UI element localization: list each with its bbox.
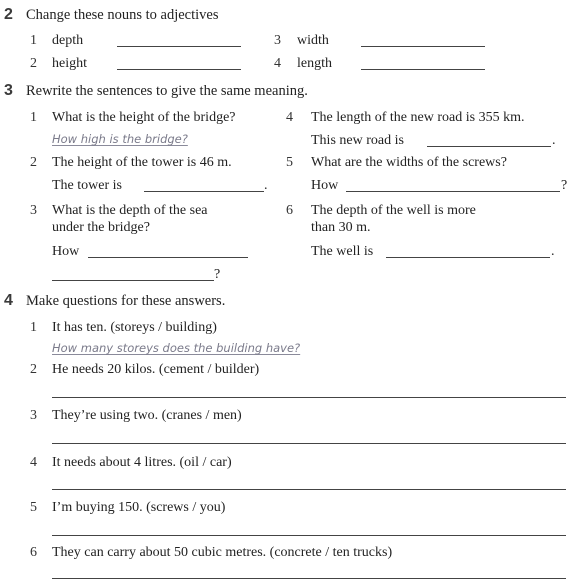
s3-item-6-answer-line[interactable] xyxy=(386,257,550,258)
s4-item-3-answer-line[interactable] xyxy=(52,443,566,444)
s3-item-4-sentence: The length of the new road is 355 km. xyxy=(311,110,525,125)
s3-item-3-sentence-cont: under the bridge? xyxy=(52,220,150,235)
s2-item-3-number: 3 xyxy=(274,33,281,48)
s3-item-5-number: 5 xyxy=(286,155,293,170)
s3-item-6-end-punct: . xyxy=(551,244,555,259)
section-2-title: Change these nouns to adjectives xyxy=(26,7,219,23)
s3-item-1-example-answer: How high is the bridge? xyxy=(52,132,188,146)
s2-item-3-word: width xyxy=(297,33,329,48)
s3-item-5-prompt: How xyxy=(311,178,339,193)
s3-item-1-sentence: What is the height of the bridge? xyxy=(52,110,236,125)
s4-item-5-answer-text: I’m buying 150. (screws / you) xyxy=(52,500,226,515)
s3-item-5-sentence: What are the widths of the screws? xyxy=(311,155,507,170)
s3-item-1-number: 1 xyxy=(30,110,37,125)
s3-item-5-end-punct: ? xyxy=(561,178,568,193)
s2-item-1-word: depth xyxy=(52,33,84,48)
s4-item-2-answer-text: He needs 20 kilos. (cement / builder) xyxy=(52,362,260,377)
s4-item-2-answer-line[interactable] xyxy=(52,397,566,398)
s4-item-6-answer-text: They can carry about 50 cubic metres. (concrete / ten trucks) xyxy=(52,545,393,560)
s3-item-6-sentence: The depth of the well is more xyxy=(311,203,476,218)
s3-item-3-sentence: What is the depth of the sea xyxy=(52,203,208,218)
s3-item-5-answer-line[interactable] xyxy=(346,191,560,192)
s4-item-5-number: 5 xyxy=(30,500,37,515)
s3-item-6-prompt: The well is xyxy=(311,244,374,259)
s3-item-2-sentence: The height of the tower is 46 m. xyxy=(52,155,232,170)
s3-item-6-sentence-cont: than 30 m. xyxy=(311,220,371,235)
s4-item-4-answer-text: It needs about 4 litres. (oil / car) xyxy=(52,455,232,470)
s3-item-3-answer-line-2[interactable] xyxy=(52,280,214,281)
s3-item-4-prompt: This new road is xyxy=(311,133,404,148)
s3-item-2-number: 2 xyxy=(30,155,37,170)
s2-item-2-answer-line[interactable] xyxy=(117,69,241,70)
section-4-number: 4 xyxy=(4,292,13,309)
s2-item-4-answer-line[interactable] xyxy=(361,69,485,70)
s3-item-3-prompt: How xyxy=(52,244,80,259)
s4-item-4-number: 4 xyxy=(30,455,37,470)
s3-item-4-answer-line[interactable] xyxy=(427,146,551,147)
s3-item-2-prompt: The tower is xyxy=(52,178,122,193)
section-3-title: Rewrite the sentences to give the same meaning. xyxy=(26,83,308,99)
s3-item-4-end-punct: . xyxy=(552,133,556,148)
s4-item-3-answer-text: They’re using two. (cranes / men) xyxy=(52,408,242,423)
s2-item-4-number: 4 xyxy=(274,56,281,71)
s2-item-4-word: length xyxy=(297,56,332,71)
s4-item-1-answer-text: It has ten. (storeys / building) xyxy=(52,320,217,335)
s4-item-6-number: 6 xyxy=(30,545,37,560)
s3-item-6-number: 6 xyxy=(286,203,293,218)
s3-item-3-answer-line-1[interactable] xyxy=(88,257,248,258)
s2-item-1-answer-line[interactable] xyxy=(117,46,241,47)
section-3-number: 3 xyxy=(4,82,13,99)
s4-item-1-number: 1 xyxy=(30,320,37,335)
s4-item-4-answer-line[interactable] xyxy=(52,489,566,490)
s4-item-6-answer-line[interactable] xyxy=(52,578,566,579)
s4-item-3-number: 3 xyxy=(30,408,37,423)
s4-item-1-example-question: How many storeys does the building have? xyxy=(52,341,301,355)
s3-item-4-number: 4 xyxy=(286,110,293,125)
section-4-title: Make questions for these answers. xyxy=(26,293,226,309)
s2-item-2-word: height xyxy=(52,56,87,71)
s2-item-3-answer-line[interactable] xyxy=(361,46,485,47)
s3-item-2-end-punct: . xyxy=(264,178,268,193)
s2-item-2-number: 2 xyxy=(30,56,37,71)
s2-item-1-number: 1 xyxy=(30,33,37,48)
s4-item-2-number: 2 xyxy=(30,362,37,377)
s3-item-3-end-punct: ? xyxy=(214,267,221,282)
s4-item-5-answer-line[interactable] xyxy=(52,535,566,536)
s3-item-2-answer-line[interactable] xyxy=(144,191,264,192)
s3-item-3-number: 3 xyxy=(30,203,37,218)
section-2-number: 2 xyxy=(4,6,13,23)
